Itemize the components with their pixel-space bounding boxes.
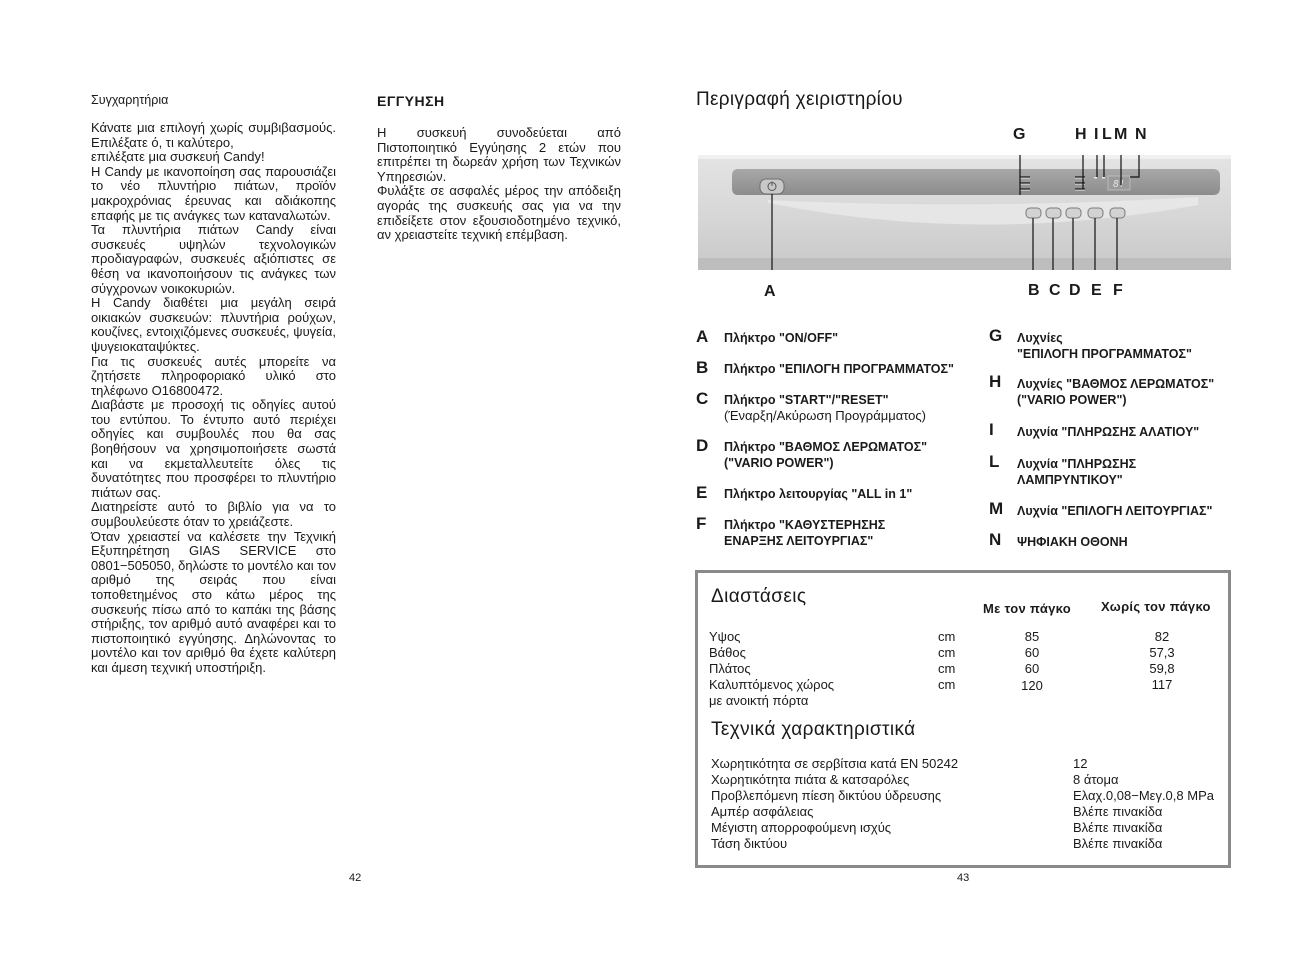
callout-d: D — [1069, 282, 1081, 299]
legend-text: Λυχνίες — [1017, 331, 1063, 345]
dim-label: Καλυπτόμενος χώρος — [709, 677, 835, 692]
dim-unit: cm — [938, 661, 956, 676]
legend-text: Πλήκτρο λειτουργίας "ALL in 1" — [724, 487, 913, 501]
dim-unit: cm — [938, 629, 956, 644]
legend-item-c — [696, 390, 926, 424]
dim-with-value: 120 — [1021, 678, 1043, 693]
warranty-paragraph: Φυλάξτε σε ασφαλές μέρος την απόδειξη αγοράς της συσκευής σας για να την επιδείξετε στον εξουσιοδοτημένο τεχνικό, αν χρειαστείτε τεχνική επέμβαση. — [377, 183, 621, 243]
callout-a: A — [764, 283, 776, 300]
legend-letter: G — [989, 326, 1003, 345]
legend-letter: B — [696, 358, 709, 377]
controls-title: Περιγραφή χειριστηρίου — [696, 89, 903, 110]
tech-value: Βλέπε πινακίδα — [1073, 836, 1163, 851]
intro-paragraph: Τα πλυντήρια πιάτων Candy είναι συσκευές υψηλών τεχνολογικών προδιαγραφών, συσκευές αξιόπιστες σε θέση να ικανοποιήσουν τις ανάγκες των σύγχρονων νοικοκυριών. — [91, 222, 336, 296]
callout-e: E — [1091, 282, 1102, 299]
legend-item-l — [989, 453, 1136, 488]
callout-g: G — [1013, 126, 1026, 143]
dim-without-value: 117 — [1151, 677, 1173, 692]
tech-label: Χωρητικότητα πιάτα & κατσαρόλες — [711, 772, 910, 787]
intro-paragraph: Κάνατε μια επιλογή χωρίς συμβιβασμούς. Επιλέξατε ό, τι καλύτερο, — [91, 120, 336, 150]
intro-paragraph: επιλέξατε μια συσκευή Candy! — [91, 149, 265, 165]
dim-with-value: 60 — [1024, 645, 1040, 660]
legend-text: Πλήκτρο "ΕΠΙΛΟΓΗ ΠΡΟΓΡΑΜΜΑΤΟΣ" — [724, 362, 954, 376]
intro-paragraph: Διαβάστε με προσοχή τις οδηγίες αυτού του εντύπου. Το έντυπο αυτό περιέχει οδηγίες και συμβουλές που θα σας βοηθήσουν να χρησιμοποιήσετε σωστά και να εκμεταλλευτείτε όλες τις δυνατότητες που προσφέρει το πλυντήριο πιάτων σας. — [91, 397, 336, 500]
legend-text: Λυχνία "ΠΛΗΡΩΣΗΣ ΑΛΑΤΙΟΥ" — [1017, 425, 1200, 439]
legend-letter: L — [989, 452, 1000, 471]
legend-letter: N — [989, 530, 1002, 549]
legend-text-line2: ("VARIO POWER") — [724, 456, 834, 470]
legend-item-a — [696, 328, 838, 346]
legend-item-b — [696, 359, 954, 377]
legend-letter: C — [696, 389, 709, 408]
legend-item-m — [989, 500, 1212, 519]
tech-value: Ελαχ.0,08−Μεγ.0,8 MPa — [1073, 788, 1214, 803]
intro-text — [91, 121, 336, 676]
tech-label: Μέγιστη απορροφούμενη ισχύς — [711, 820, 892, 835]
warranty-text — [377, 126, 621, 243]
dim-label: Πλάτος — [709, 661, 751, 676]
dim-label-line2: με ανοικτή πόρτα — [709, 693, 809, 708]
legend-letter: D — [696, 436, 709, 455]
callout-n: N — [1135, 126, 1147, 143]
legend-text-line2: ΛΑΜΠΡΥΝΤΙΚΟΥ" — [1017, 473, 1123, 487]
dim-without-value: 57,3 — [1149, 645, 1175, 660]
legend-text-line2: ("VARIO POWER") — [1017, 393, 1127, 407]
button-d — [1066, 208, 1081, 218]
callout-f: F — [1113, 282, 1123, 299]
legend-text: Λυχνία "ΕΠΙΛΟΓΗ ΛΕΙΤΟΥΡΓΙΑΣ" — [1017, 504, 1213, 518]
legend-text: Πλήκτρο "ΚΑΘΥΣΤΕΡΗΣΗΣ — [724, 518, 886, 532]
legend-item-n — [989, 531, 1128, 550]
legend-letter: A — [696, 327, 709, 346]
button-f — [1110, 208, 1125, 218]
legend-subtext: (Έναρξη/Ακύρωση Προγράμματος) — [724, 408, 926, 423]
legend-item-h — [989, 373, 1214, 408]
button-b — [1026, 208, 1041, 218]
legend-text-line2: "ΕΠΙΛΟΓΗ ΠΡΟΓΡΑΜΜΑΤΟΣ" — [1017, 347, 1192, 361]
intro-paragraph: Όταν χρειαστεί να καλέσετε την Τεχνική Εξυπηρέτηση GIAS SERVICE στο 0801−505050, δηλώστε το μοντέλο και τον αριθμό της σειράς που είναι τοποθετημένος στο κάτω μέρος της συσκευής πίσω από το καπάκι της βάσης στήριξης, τον αριθμό αυτό αναφέρει και το πιστοποιητικό εγγύησης. Δηλώνοντας το μοντέλο και τον αριθμό θα έχετε καλύτερη και άμεση τεχνική υποστήριξη. — [91, 528, 336, 675]
tech-value: Βλέπε πινακίδα — [1073, 804, 1163, 819]
dimensions-title: Διαστάσεις — [711, 586, 807, 607]
on-off-button — [760, 179, 784, 194]
dim-label: Υψος — [709, 629, 741, 644]
button-e — [1088, 208, 1103, 218]
tech-label: Προβλεπόμενη πίεση δικτύου ύδρευσης — [711, 788, 942, 803]
legend-letter: H — [989, 372, 1002, 391]
legend-letter: I — [989, 420, 994, 439]
legend-item-d — [696, 437, 927, 471]
legend-item-f — [696, 515, 885, 549]
warranty-title: ΕΓΓΥΗΣΗ — [377, 93, 445, 109]
tech-value: Βλέπε πινακίδα — [1073, 820, 1163, 835]
intro-paragraph: Η Candy με ικανοποίηση σας παρουσιάζει το νέο πλυντήριο πιάτων, προϊόν μακροχρόνιας έρευνας και αδιάκοπης επαφής με τις ανάγκες των καταναλωτών. — [91, 163, 336, 223]
dim-with-value: 60 — [1024, 661, 1040, 676]
legend-text: Λυχνίες "ΒΑΘΜΟΣ ΛΕΡΩΜΑΤΟΣ" — [1017, 377, 1215, 391]
legend-item-e — [696, 484, 912, 502]
column-without-top: Χωρίς τον πάγκο — [1101, 599, 1211, 614]
legend-text: ΨΗΦΙΑΚΗ ΟΘΟΝΗ — [1017, 535, 1128, 549]
callout-i: I — [1094, 126, 1099, 143]
page-number-left: 42 — [349, 872, 362, 884]
greeting: Συγχαρητήρια — [91, 93, 169, 107]
legend-text: Πλήκτρο "ΒΑΘΜΟΣ ΛΕΡΩΜΑΤΟΣ" — [724, 440, 928, 454]
legend-letter: E — [696, 483, 708, 502]
button-c — [1046, 208, 1061, 218]
dim-unit: cm — [938, 677, 956, 692]
dim-without-value: 82 — [1154, 629, 1170, 644]
panel-strip — [732, 169, 1220, 195]
column-with-top: Με τον πάγκο — [983, 601, 1072, 616]
callout-h: H — [1075, 126, 1087, 143]
dim-label: Βάθος — [709, 645, 746, 660]
control-panel-illustration — [698, 155, 1231, 270]
legend-letter: M — [989, 499, 1004, 518]
callout-c: C — [1049, 282, 1061, 299]
legend-letter: F — [696, 514, 707, 533]
callout-l: L — [1102, 126, 1112, 143]
tech-label: Αμπέρ ασφάλειας — [711, 804, 814, 819]
legend-text-line2: ΕΝΑΡΞΗΣ ΛΕΙΤΟΥΡΓΙΑΣ" — [724, 534, 874, 548]
legend-text: Πλήκτρο "ON/OFF" — [724, 331, 839, 345]
intro-paragraph: Για τις συσκευές αυτές μπορείτε να ζητήσετε πληροφοριακό υλικό στο τηλέφωνο O16800472. — [91, 353, 336, 398]
callout-b: B — [1028, 282, 1040, 299]
page-number-right: 43 — [957, 872, 970, 884]
tech-label: Χωρητικότητα σε σερβίτσια κατά EN 50242 — [711, 756, 959, 771]
callout-m: M — [1114, 126, 1128, 143]
dim-without-value: 59,8 — [1149, 661, 1175, 676]
legend-text: Λυχνία "ΠΛΗΡΩΣΗΣ — [1017, 457, 1137, 471]
warranty-paragraph: Η συσκευή συνοδεύεται από Πιστοποιητικό Εγγύησης 2 ετών που επιτρέπει τη δωρεάν χρήση των Τεχνικών Υπηρεσιών. — [377, 125, 621, 184]
legend-text: Πλήκτρο "START"/"RESET" — [724, 393, 889, 407]
specifications-box — [695, 570, 1231, 868]
tech-value: 12 — [1073, 756, 1088, 771]
intro-paragraph: Διατηρείστε αυτό το βιβλίο για να το συμβουλεύεστε όταν το χρειάζεστε. — [91, 499, 336, 530]
tech-value: 8 άτομα — [1073, 772, 1119, 787]
display-digits: 8! — [1112, 179, 1126, 190]
technical-title: Τεχνικά χαρακτηριστικά — [711, 719, 916, 740]
dim-unit: cm — [938, 645, 956, 660]
legend-item-g — [989, 327, 1192, 362]
intro-paragraph: Η Candy διαθέτει μια μεγάλη σειρά οικιακών συσκευών: πλυντήρια ρούχων, κουζίνες, εντοιχιζόμενες συσκευές, ψυγεία, ψυγειοκαταψύκτες. — [91, 295, 336, 354]
dim-with-value: 85 — [1024, 629, 1040, 644]
legend-item-i — [989, 421, 1199, 440]
tech-label: Τάση δικτύου — [711, 836, 788, 851]
